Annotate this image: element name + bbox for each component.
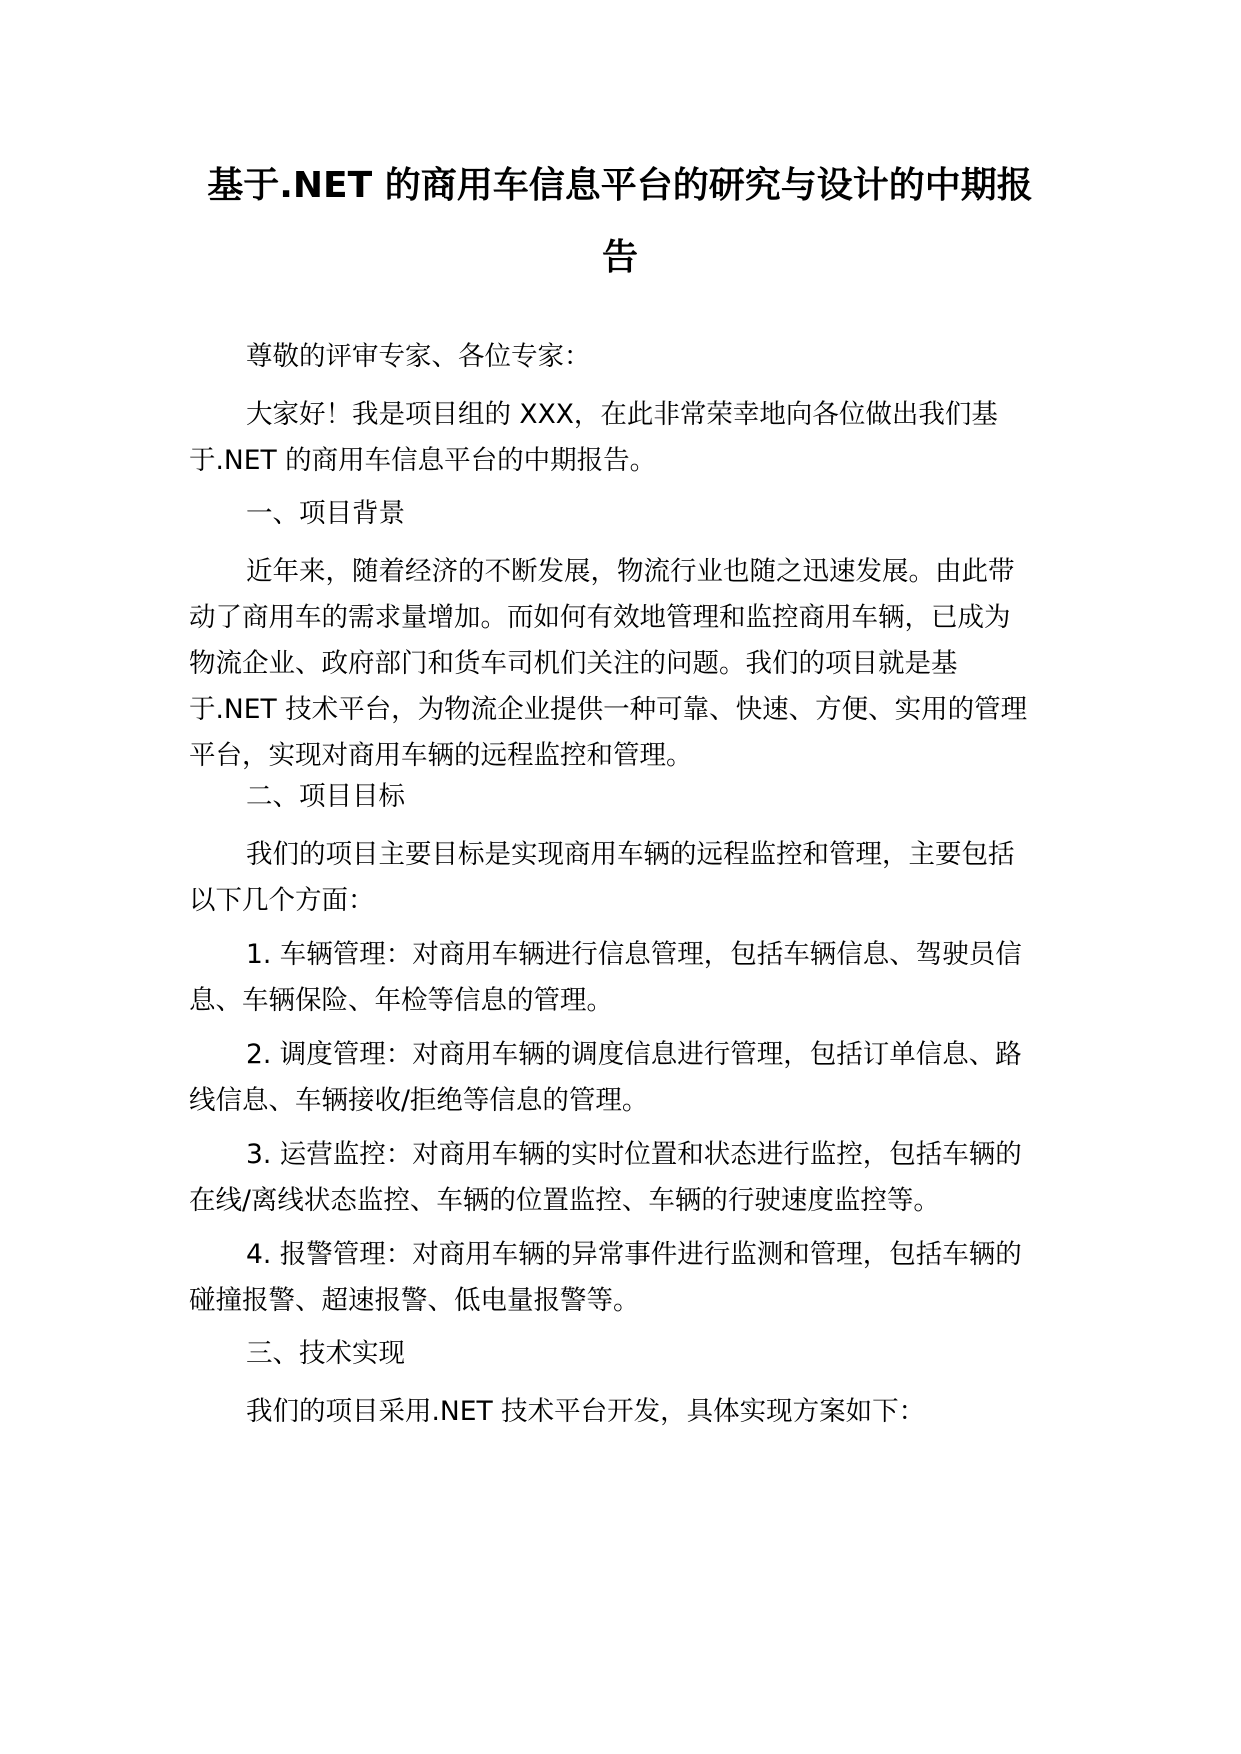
paragraph-line: 3. 运营监控：对商用车辆的实时位置和状态进行监控，包括车辆的 (246, 1139, 1022, 1170)
paragraph-line: 我们的项目采用.NET 技术平台开发，具体实现方案如下： (246, 1396, 926, 1427)
section-heading-technical: 三、技术实现 (246, 1338, 405, 1369)
paragraph-line: 我们的项目主要目标是实现商用车辆的远程监控和管理，主要包括 (246, 839, 1015, 870)
goals-paragraph (189, 832, 1051, 924)
paragraph-line: 息、车辆保险、年检等信息的管理。 (189, 985, 613, 1016)
section-heading-background: 一、项目背景 (246, 498, 405, 529)
paragraph-line: 于.NET 技术平台，为物流企业提供一种可靠、快速、方便、实用的管理 (189, 694, 1028, 725)
paragraph-line: 于.NET 的商用车信息平台的中期报告。 (189, 445, 657, 476)
paragraph-line: 线信息、车辆接收/拒绝等信息的管理。 (189, 1085, 649, 1116)
paragraph-line: 4. 报警管理：对商用车辆的异常事件进行监测和管理，包括车辆的 (246, 1239, 1022, 1270)
goal-item-alarm-management (189, 1232, 1051, 1324)
paragraph-line: 以下几个方面： (189, 885, 375, 916)
goal-item-operation-monitoring (189, 1132, 1051, 1224)
document-title-continued (189, 238, 1051, 278)
paragraph-line: 动了商用车的需求量增加。而如何有效地管理和监控商用车辆，已成为 (189, 602, 1011, 633)
technical-paragraph (189, 1389, 1051, 1435)
salutation: 尊敬的评审专家、各位专家： (246, 341, 591, 372)
paragraph-line: 物流企业、政府部门和货车司机们关注的问题。我们的项目就是基 (189, 648, 958, 679)
paragraph-line: 在线/离线状态监控、车辆的位置监控、车辆的行驶速度监控等。 (189, 1185, 940, 1216)
paragraph-line: 2. 调度管理：对商用车辆的调度信息进行管理，包括订单信息、路 (246, 1039, 1022, 1070)
paragraph-line: 平台，实现对商用车辆的远程监控和管理。 (189, 740, 693, 771)
section-heading-goals: 二、项目目标 (246, 781, 405, 812)
title-line: 告 (601, 237, 638, 278)
intro-paragraph (189, 392, 1051, 484)
background-paragraph (189, 549, 1051, 779)
document-title (189, 166, 1051, 206)
paragraph-line: 大家好！我是项目组的 XXX，在此非常荣幸地向各位做出我们基 (246, 399, 998, 430)
paragraph-line: 1. 车辆管理：对商用车辆进行信息管理，包括车辆信息、驾驶员信 (246, 939, 1022, 970)
paragraph-line: 近年来，随着经济的不断发展，物流行业也随之迅速发展。由此带 (246, 556, 1015, 587)
goal-item-dispatch-management (189, 1032, 1051, 1124)
paragraph-line: 碰撞报警、超速报警、低电量报警等。 (189, 1285, 640, 1316)
goal-item-vehicle-management (189, 932, 1051, 1024)
title-line: 基于.NET 的商用车信息平台的研究与设计的中期报 (207, 165, 1033, 206)
